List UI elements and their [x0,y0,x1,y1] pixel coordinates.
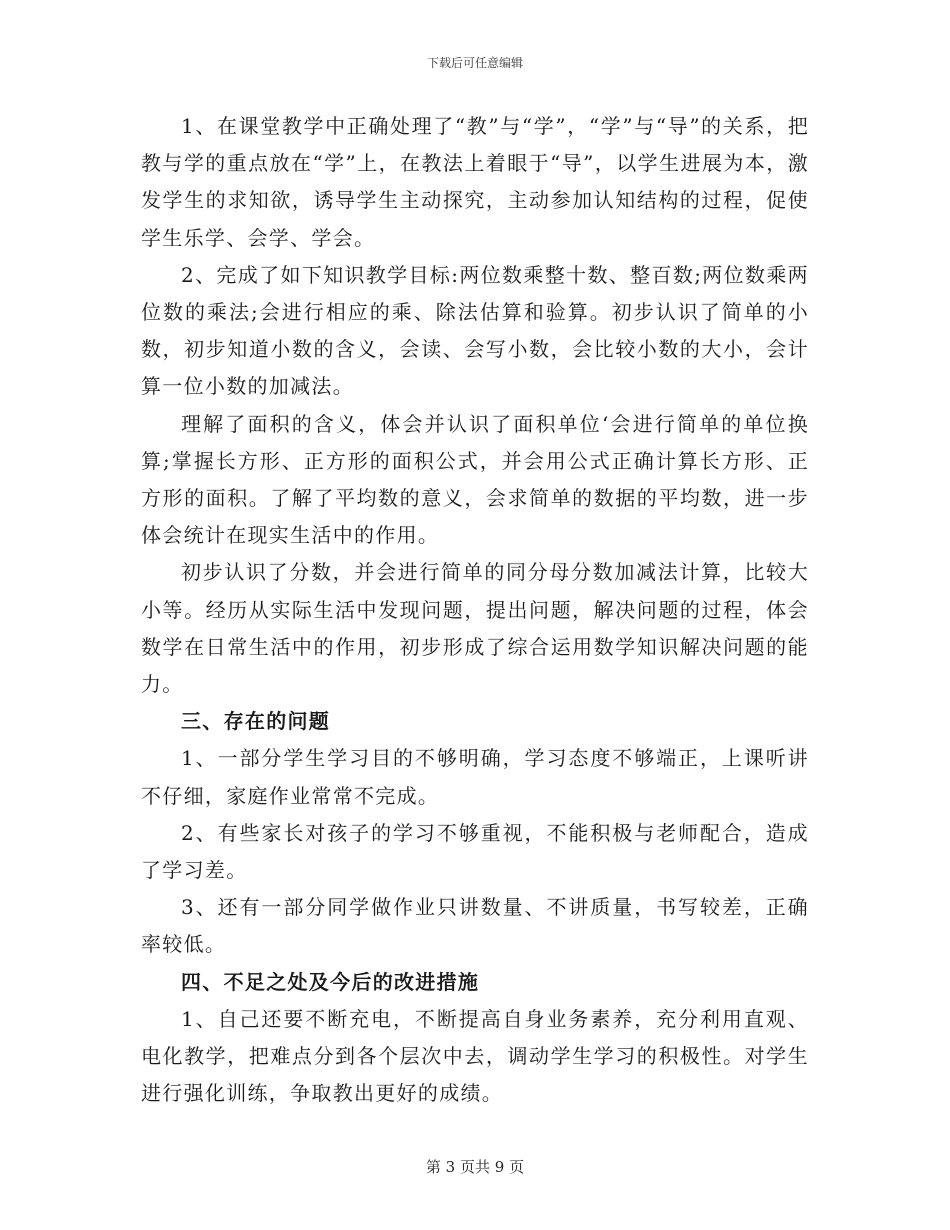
paragraph-problem-2: 2、有些家长对孩子的学习不够重视，不能积极与老师配合，造成了学习差。 [141,820,809,883]
paragraph-knowledge-goals: 2、完成了如下知识教学目标:两位数乘整十数、整百数;两位数乘两位数的乘法;会进行相应的乘、除法估算和验算。初步认识了简单的小数，初步知道小数的含义，会读、会写小数，会比较小数的大小，会计算一位小数的加减法。 [141,262,809,399]
section-heading-problems: 三、存在的问题 [181,709,331,734]
paragraph-fractions: 初步认识了分数，并会进行简单的同分母分数加减法计算，比较大小等。经历从实际生活中发现问题，提出问题，解决问题的过程，体会数学在日常生活中的作用，初步形成了综合运用数学知识解决问题的能力。 [141,560,809,697]
paragraph-improvement-1: 1、自己还要不断充电，不断提高自身业务素养，充分利用直观、电化教学，把难点分到各个层次中去，调动学生学习的积极性。对学生进行强化训练，争取教出更好的成绩。 [141,1006,809,1106]
paragraph-problem-3: 3、还有一部分同学做作业只讲数量、不讲质量，书写较差，正确率较低。 [141,895,809,957]
paragraph-problem-1: 1、一部分学生学习目的不够明确，学习态度不够端正，上课听讲不仔细，家庭作业常常不完成。 [141,746,809,808]
paragraph-area-and-average: 理解了面积的含义，体会并认识了面积单位‘会进行简单的单位换算;掌握长方形、正方形的面积公式，并会用公式正确计算长方形、正方形的面积。了解了平均数的意义，会求简单的数据的平均数，进一步体会统计在现实生活中的作用。 [141,411,809,548]
document-body [141,108,809,1112]
page-header: 下载后可任意编辑 [426,56,523,70]
paragraph-teaching-method: 1、在课堂教学中正确处理了“教”与“学”，“学”与“导”的关系，把教与学的重点放在“学”上，在教法上着眼于“导”，以学生进展为本，激发学生的求知欲，诱导学生主动探究，主动参加认知结构的过程，促使学生乐学、会学、学会。 [141,114,809,250]
section-heading-improvements: 四、不足之处及今后的改进措施 [181,969,480,994]
page-footer: 第 3 页共 9 页 [425,1158,525,1176]
